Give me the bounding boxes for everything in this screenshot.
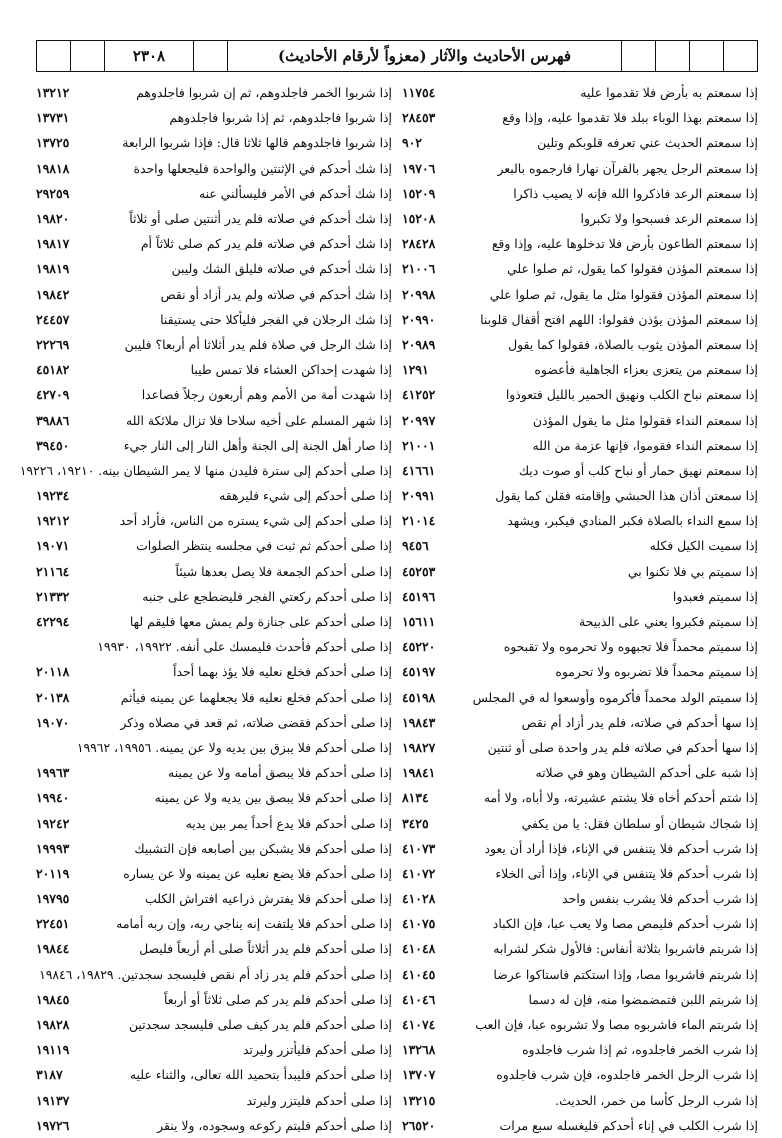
entry-text: إذا صلى أحدكم فلا يبزق بين يديه ولا عن يمينه. ١٩٩٥٦، ١٩٩٦٢ [76,739,392,755]
entry-text: إذا سميتم محمداً فلا تجبهوه ولا تحرموه ولا تقبحوه [503,639,758,655]
index-entry [36,760,392,785]
entry-number: ٤١٠٤٦ [402,991,436,1007]
index-entry [402,911,758,936]
entry-text: إذا شك أحدكم في الإثنتين والواحدة فليجعلها واحدة [133,160,392,176]
index-entry [402,307,758,332]
entry-text: إذا سميتم فعبدوا [672,588,758,604]
entry-number: ١٩٩٩٣ [36,840,70,856]
entry-number: ١٣٧٠٧ [402,1067,436,1083]
entry-number: ١٣٧٣١ [36,110,70,126]
entry-number: ٢٠١١٩ [36,865,70,881]
entry-text: إذا سمعتم النداء فقولوا مثل ما يقول المؤذن [532,412,758,428]
index-entry [402,609,758,634]
entry-number: ٤٢٢٩٤ [36,614,70,630]
index-entry [36,407,392,432]
entry-text: إذا صلى أحدكم فخلع نعليه فلا يؤذ بهما أحداً [173,664,392,680]
entry-number: ٤١٠٧٢ [402,865,436,881]
entry-number: ١٩٧٢٦ [36,1117,70,1133]
entry-text: إذا سميتم محمداً فلا تضربوه ولا تحرموه [555,664,758,680]
entry-text: إذا شربتم فاشربوا بثلاثة أنفاس: فالأول شكر لشرابه [493,941,758,957]
index-entry [36,861,392,886]
entry-number: ١٩٨٤٤ [36,941,70,957]
index-entry [402,256,758,281]
entry-text: إذا صلى أحدكم فلم يدر كيف صلى فليسجد سجدتين [128,1017,392,1033]
index-entry [402,785,758,810]
index-entry [402,80,758,105]
header-empty-cell [689,41,723,71]
index-entry [36,785,392,810]
entry-text: إذا سمعتم الحديث عني تعرفه قلوبكم وتلين [537,135,758,151]
entry-text: إذا صلى أحدكم ركعتي الفجر فليضطجع على جنبه [142,588,392,604]
index-entry [402,483,758,508]
entry-text: إذا سمع النداء بالصلاة فكبر المنادي فيكبر، ويشهد [507,513,758,529]
entry-number: ٢٨٤٢٨ [402,236,436,252]
entry-text: إذا سمعتم من يتعزى بعزاء الجاهلية فأعضوه [534,362,758,378]
entry-number: ٢١٠٠١ [402,437,436,453]
header-empty-cell [37,41,70,71]
index-columns [19,80,758,1138]
entry-text: إذا شرب أحدكم فلا يتنفس في الإناء، وإذا أتى الخلاء [495,865,758,881]
entry-number: ٤١٢٥٢ [402,387,436,403]
entry-text: إذا صلى أحدكم فلا يفترش ذراعيه افتراش الكلب [145,891,392,907]
entry-number: ١٣٢١٥ [402,1092,436,1108]
index-entry [402,584,758,609]
index-entry [36,357,392,382]
index-entry [36,256,392,281]
entry-number: ١٩٨٤٣ [402,714,436,730]
entry-number: ٩٤٥٦ [402,538,429,554]
index-entry [36,1062,392,1087]
entry-text: إذا صلى أحدكم فليأتزر وليرتد [243,1042,392,1058]
entry-number: ٤٥٢٥٣ [402,563,436,579]
entry-text: إذا سميت الكيل فكله [649,538,758,554]
entry-text: إذا شرب أحدكم فلا يتنفس في الإناء، فإذا أراد أن يعود [484,840,758,856]
entry-text: إذا سمعتم نباح الكلب ونهيق الحمير بالليل فتعوذوا [505,387,758,403]
entry-text: إذا شرب الخمر فاجلدوه، ثم إذا شرب فاجلدوه [522,1042,758,1058]
index-entry [36,735,392,760]
index-entry [402,861,758,886]
header-empty-cell [70,41,104,71]
index-entry [402,357,758,382]
entry-text: إذا شك الرجل في صلاة فلم يدر أثلاثا أم أربعا؟ فليبن [124,336,392,352]
entry-text: إذا سمعتم به بأرض فلا تقدموا عليه [580,85,758,101]
index-entry [36,130,392,155]
entry-number: ١٩٨١٨ [36,160,70,176]
entry-text: إذا شك أحدكم في صلاته ولم يدر أزاد أو نقص [160,286,392,302]
index-entry [402,1037,758,1062]
entry-number: ٤١٠٤٥ [402,966,436,982]
index-entry [36,533,392,558]
entry-text: إذا شرب الرجل الخمر فاجلدوه، فإن شرب فاجلدوه [496,1067,758,1083]
entry-number: ١٩٨٤١ [402,765,436,781]
index-entry [402,886,758,911]
entry-text: إذا شربوا الخمر فاجلدوهم، ثم إن شربوا فاجلدوهم [136,85,392,101]
index-entry [36,206,392,231]
entry-text: إذا سميتم بي فلا تكنوا بي [627,563,758,579]
index-entry [36,483,392,508]
index-entry [402,332,758,357]
entry-text: إذا صلى أحدكم فلم يدر كم صلى ثلاثاً أو أربعاً [164,991,392,1007]
page-header [36,40,758,72]
index-entry [36,584,392,609]
index-entry [36,332,392,357]
entry-number: ١٥٢٠٩ [402,185,436,201]
entry-number: ٢٠٩٩٨ [402,286,436,302]
index-entry [402,282,758,307]
entry-text: إذا شهدت إحداكن العشاء فلا تمس طيبا [190,362,392,378]
index-entry [402,559,758,584]
index-entry [402,1062,758,1087]
index-entry [402,1113,758,1138]
entry-text: إذا سمعتم الرعد فسبحوا ولا تكبروا [580,211,758,227]
index-entry [36,433,392,458]
entry-text: إذا سمعتم الرعد فاذكروا الله فإنه لا يصيب ذاكرا [513,185,758,201]
page-number: ٢٣٠٨ [104,41,193,71]
header-empty-cell [621,41,655,71]
entry-number: ٩٠٢ [402,135,422,151]
index-entry [36,936,392,961]
index-entry [402,987,758,1012]
index-entry [36,836,392,861]
entry-text: إذا صلى أحدكم إلى شيء يستره من الناس، فأراد أحد [119,513,392,529]
entry-number: ٢٨٤٥٣ [402,110,436,126]
index-entry [402,634,758,659]
entry-number: ٤١٠٧٤ [402,1017,436,1033]
index-entry [402,407,758,432]
entry-number: ١٩٢٤٢ [36,815,70,831]
entry-number: ١٣٢٦٨ [402,1042,436,1058]
entry-number: ٤٥١٩٨ [402,689,436,705]
entry-number: ١٩٢٣٤ [36,488,70,504]
index-entry [402,836,758,861]
index-entry [402,105,758,130]
entry-number: ١٩٩٦٣ [36,765,70,781]
index-entry [402,1012,758,1037]
entry-text: إذا سمعتم الطاعون بأرض فلا تدخلوها عليه، وإذا وقع [491,236,758,252]
entry-number: ١٩٨٤٢ [36,286,70,302]
entry-text: إذا صلى أحدكم فلم يدر أثلاثاً صلى أم أربعاً فليصل [139,941,392,957]
header-empty-cell [723,41,757,71]
entry-number: ٣٩٨٨٦ [36,412,70,428]
entry-text: إذا صلى أحدكم فلا يضع نعليه عن يمينه ولا عن يساره [123,865,392,881]
entry-number: ١٢٩١ [402,362,429,378]
entry-text: إذا شرب أحدكم فليمص مصا ولا يعب عبا، فإن الكباد [492,916,758,932]
entry-text: إذا صلى أحدكم ثم ثبت في مجلسه ينتظر الصلوات [136,538,392,554]
entry-number: ١٣٢١٢ [36,85,70,101]
entry-number: ٤١٠٤٨ [402,941,436,957]
entry-text: إذا شك أحدكم في الأمر فليسألني عنه [198,185,392,201]
entry-number: ٣١٨٧ [36,1067,63,1083]
entry-text: إذا صلى أحدكم فلم يدر زاد أم نقص فليسجد سجدتين. ١٩٨٢٩، ١٩٨٤٦ [39,966,392,982]
entry-text: إذا شربتم فاشربوا مصا، وإذا استكتم فاستاكوا عرضا [493,966,758,982]
entry-number: ١٩١١٩ [36,1042,70,1058]
entry-number: ٤١٠٧٥ [402,916,436,932]
entry-number: ٢٠٩٩١ [402,488,436,504]
entry-text: إذا شربوا فاجلدوهم، ثم إذا شربوا فاجلدوهم [169,110,392,126]
index-entry [402,710,758,735]
index-entry [402,433,758,458]
index-entry [402,156,758,181]
entry-number: ٨١٣٤ [402,790,429,806]
entry-text: إذا شرب الرجل كأسا من خمر، الحديث. [555,1092,758,1108]
entry-number: ٢١٠١٤ [402,513,436,529]
entry-number: ١٩٨٢٨ [36,1017,70,1033]
entry-text: إذا صلى أحدكم فلا يدع أحداً يمر بين يديه [185,815,392,831]
index-entry [402,533,758,558]
entry-text: إذا صلى أحدكم فليتزر وليرتد [246,1092,392,1108]
entry-text: إذا صلى أحدكم فلا يبصق بين يديه ولا عن يمينه [154,790,392,806]
entry-text: إذا شتم أحدكم أخاه فلا يشتم عشيرته، ولا أباه، ولا أمه [483,790,758,806]
index-entry [402,508,758,533]
index-entry [36,231,392,256]
index-entry [36,559,392,584]
entry-text: إذا شهر المسلم على أخيه سلاحا فلا تزال ملائكة الله [125,412,392,428]
entry-number: ٢٠١١٨ [36,664,70,680]
entry-number: ١٣٧٢٥ [36,135,70,151]
entry-number: ٢٢٤٥١ [36,916,70,932]
header-empty-cell [193,41,227,71]
entry-number: ١٩١٣٧ [36,1092,70,1108]
entry-number: ١٩٨١٧ [36,236,70,252]
index-entry [402,685,758,710]
entry-number: ١٩٨٢٧ [402,739,436,755]
entry-text: إذا سمعتم الرجل يجهر بالقرآن نهارا فارجموه بالبعر [497,160,758,176]
entry-text: إذا صلى أحدكم فخلع نعليه فلا يجعلهما عن يمينه فيأثم [120,689,392,705]
entry-number: ٤٥١٨٢ [36,362,70,378]
entry-text: إذا سمعتن أذان هذا الحبشي وإقامته فقلن كما يقول [495,488,758,504]
entry-text: إذا شربتم اللبن فتمضمضوا منه، فإن له دسما [528,991,758,1007]
entry-text: إذا شجاك شيطان أو سلطان فقل: يا من يكفي [521,815,758,831]
index-entry [36,911,392,936]
index-entry [402,181,758,206]
index-entry [36,282,392,307]
entry-number: ٢٤٤٥٧ [36,311,70,327]
index-entry [36,1113,392,1138]
entry-number: ٤٥١٩٧ [402,664,436,680]
index-entry [36,508,392,533]
entry-number: ١٩٨١٩ [36,261,70,277]
index-entry [36,156,392,181]
entry-text: إذا شرب أحدكم فلا يشرب بنفس واحد [562,891,758,907]
index-entry [402,962,758,987]
entry-number: ١٩٩٤٠ [36,790,70,806]
entry-text: إذا سمعتم المؤذن فقولوا كما يقول، ثم صلوا علي [507,261,758,277]
entry-text: إذا سمعتم بهذا الوباء ببلد فلا تقدموا عليه، وإذا وقع [502,110,758,126]
entry-number: ٤١٦٦١ [402,462,436,478]
entry-number: ٤٢٧٠٩ [36,387,70,403]
index-entry [36,685,392,710]
entry-text: إذا صلى أحدكم فأحدث فليمسك على أنفه. ١٩٩٢٢، ١٩٩٣٠ [97,639,392,655]
entry-text: إذا صلى أحدكم إلى شيء فليرهقه [219,488,392,504]
entry-text: إذا صلى أحدكم على جنازة ولم يمش معها فليقم لها [129,614,392,630]
entry-number: ١٩٧٩٥ [36,891,70,907]
entry-number: ٢٢٢٦٩ [36,336,70,352]
index-entry [402,458,758,483]
entry-text: إذا شك أحدكم في صلاته فليلق الشك وليبن [171,261,392,277]
entry-text: إذا صار أهل الجنة إلى الجنة وأهل النار إلى النار جيء [123,437,392,453]
entry-text: إذا صلى أحدكم فليبدأ بتحميد الله تعالى، والثناء عليه [129,1067,392,1083]
entry-text: إذا صلى أحدكم فلا يشبكن بين أصابعه فإن التشبيك [134,840,392,856]
entry-number: ٣٤٢٥ [402,815,429,831]
entry-number: ٤٥٢٢٠ [402,639,436,655]
entry-text: إذا شهدت أمة من الأمم وهم أربعون رجلاً فصاعدا [141,387,392,403]
entry-number: ١٩٨٤٥ [36,991,70,1007]
entry-text: إذا صلى أحدكم فليتم ركوعه وسجوده، ولا ينقر [157,1117,392,1133]
entry-text: إذا شك أحدكم في صلاته فلم يدر كم صلى ثلاثاً أم [140,236,392,252]
index-entry [402,810,758,835]
index-entry [36,810,392,835]
entry-number: ١٥٦١١ [402,614,436,630]
entry-number: ٤٥١٩٦ [402,588,436,604]
entry-number: ١٩٨٢٠ [36,211,70,227]
entry-text: إذا سميتم فكبروا يعني على الذبيحة [579,614,758,630]
index-entry [36,659,392,684]
index-entry [36,382,392,407]
header-empty-cell [655,41,689,71]
entry-number: ٢١١٦٤ [36,563,70,579]
index-entry [402,382,758,407]
entry-number: ١١٧٥٤ [402,85,436,101]
index-entry [402,936,758,961]
entry-number: ٢٠١٣٨ [36,689,70,705]
entry-text: إذا صلى أحدكم فلا يبصق أمامه ولا عن يمينه [168,765,392,781]
page-title: فهرس الأحاديث والآثار (معزواً لأرقام الأحاديث) [227,41,621,71]
index-entry [36,105,392,130]
entry-text: إذا شك أحدكم في صلاته فلم يدر أثنتين صلى أو ثلاثاً [129,211,392,227]
entry-text: إذا صلى أحدكم الجمعة فلا يصل بعدها شيئاً [175,563,392,579]
index-entry [19,458,392,483]
entry-number: ٢٠٩٩٧ [402,412,436,428]
index-entry [36,80,392,105]
entry-number: ٤١٠٢٨ [402,891,436,907]
entry-number: ٢٦٥٢٠ [402,1117,436,1133]
entry-number: ١٩٠٧١ [36,538,70,554]
index-entry [36,181,392,206]
index-entry [402,735,758,760]
entry-text: إذا سمعتم النداء فقوموا، فإنها عزمة من الله [532,437,758,453]
entry-text: إذا سها أحدكم في صلاته، فلم يدر أزاد أم نقص [521,714,758,730]
page [19,40,758,1138]
entry-number: ١٩٠٧٠ [36,714,70,730]
entry-number: ٣٩٤٥٠ [36,437,70,453]
entry-text: إذا سها أحدكم في صلاته فلم يدر واحدة صلى أو ثنتين [487,739,758,755]
index-entry [36,634,392,659]
index-entry [402,760,758,785]
entry-text: إذا سميتم الولد محمداً فأكرموه وأوسعوا له في المجلس [472,689,758,705]
entry-number: ١٩٧٠٦ [402,160,436,176]
entry-number: ١٥٢٠٨ [402,211,436,227]
index-entry [36,307,392,332]
index-entry [402,231,758,256]
entry-text: إذا صلى أحدكم إلى سترة فليدن منها لا يمر الشيطان بينه. ١٩٢١٠، ١٩٢٢٦ [19,462,392,478]
entry-text: إذا سمعتم المؤذن يثوب بالصلاة، فقولوا كما يقول [508,336,758,352]
index-entry [36,1088,392,1113]
entry-text: إذا شك الرجلان في الفجر فليأكلا حتى يستيقنا [160,311,392,327]
entry-text: إذا شربتم الماء فاشربوه مصا ولا تشربوه عبا، فإن العب [475,1017,758,1033]
entry-number: ٢٠٩٩٠ [402,311,436,327]
entry-text: إذا صلى أحدكم فقضى صلاته، ثم قعد في مصلاه وذكر [120,714,392,730]
entry-text: إذا سمعتم المؤذن فقولوا مثل ما يقول، ثم صلوا علي [489,286,758,302]
entry-text: إذا سمعتم نهيق حمار أو نباح كلب أو صوت ديك [518,462,758,478]
entry-number: ٢٩٢٥٩ [36,185,70,201]
index-entry [36,886,392,911]
index-entry [36,609,392,634]
right-column [402,80,758,1138]
entry-text: إذا صلى أحدكم فلا يلتفت إنه يناجي ربه، وإن ربه أمامه [116,916,392,932]
index-entry [402,659,758,684]
entry-number: ٢٠٩٨٩ [402,336,436,352]
entry-number: ١٩٢١٢ [36,513,70,529]
entry-number: ٢١٣٣٢ [36,588,70,604]
entry-text: إذا شرب الكلب في إناء أحدكم فليغسله سبع مرات [499,1117,758,1133]
index-entry [36,1037,392,1062]
entry-number: ٤١٠٧٣ [402,840,436,856]
index-entry [402,130,758,155]
index-entry [402,1088,758,1113]
index-entry [36,987,392,1012]
index-entry [36,1012,392,1037]
index-entry [36,962,392,987]
index-entry [36,710,392,735]
entry-text: إذا شبه على أحدكم الشيطان وهو في صلاته [535,765,758,781]
index-entry [402,206,758,231]
entry-text: إذا شربوا فاجلدوهم قالها ثلاثا قال: فإذا شربوا الرابعة [122,135,392,151]
entry-text: إذا سمعتم المؤذن يؤذن فقولوا: اللهم افتح أقفال قلوبنا [480,311,758,327]
left-column [19,80,392,1138]
entry-number: ٢١٠٠٦ [402,261,436,277]
